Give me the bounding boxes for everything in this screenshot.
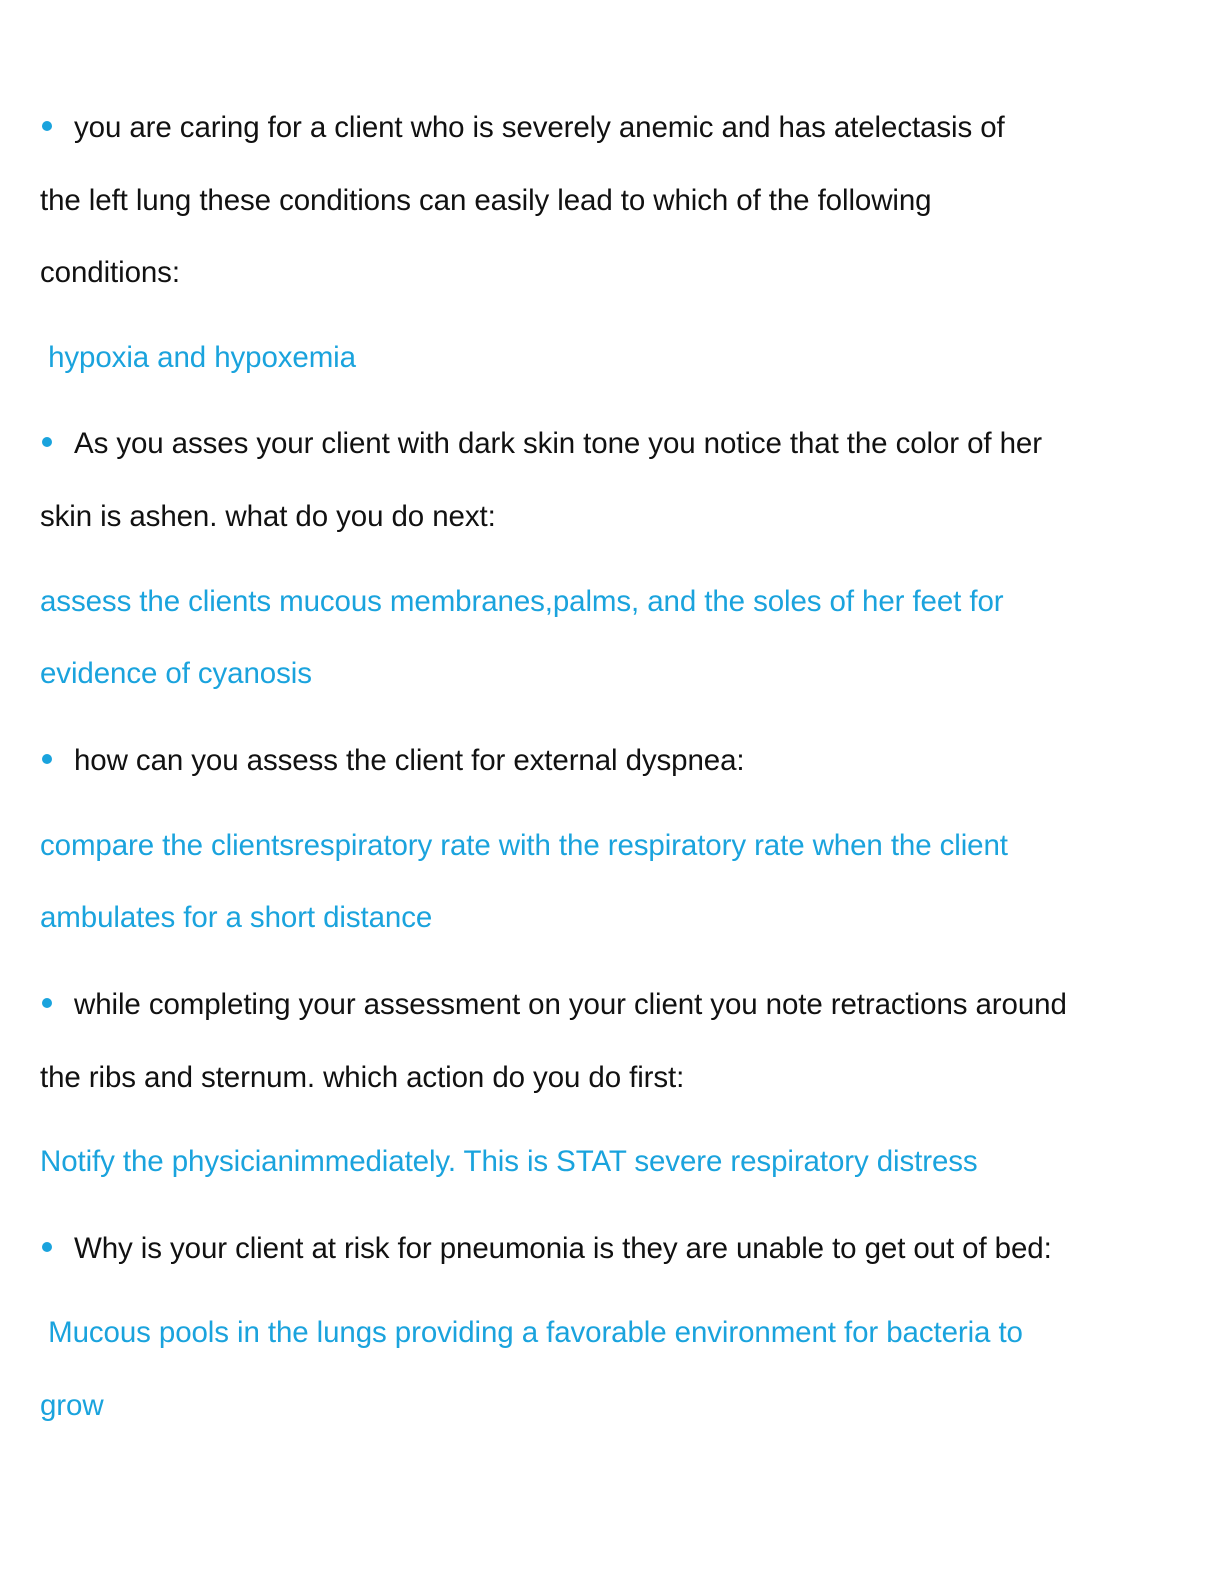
answer-4-line-1: Notify the physicianimmediately. This is STAT severe respiratory distress xyxy=(40,1145,978,1178)
bullet-icon xyxy=(42,121,52,131)
question-4-line-1: while completing your assessment on your client you note retractions around xyxy=(40,987,1067,1023)
question-1-line-2: the left lung these conditions can easily lead to which of the following xyxy=(40,184,932,217)
question-4-line-2: the ribs and sternum. which action do you do first: xyxy=(40,1061,685,1094)
answer-2-line-2: evidence of cyanosis xyxy=(40,657,312,690)
question-1-line-1: you are caring for a client who is severely anemic and has atelectasis of xyxy=(40,110,1005,146)
question-3-line-1: how can you assess the client for external dyspnea: xyxy=(40,743,745,779)
question-5-line-1: Why is your client at risk for pneumonia is they are unable to get out of bed: xyxy=(40,1231,1052,1267)
answer-5-line-2: grow xyxy=(40,1389,104,1422)
answer-5-line-1: Mucous pools in the lungs providing a favorable environment for bacteria to xyxy=(40,1316,1023,1349)
answer-3-line-1: compare the clientsrespiratory rate with the respiratory rate when the client xyxy=(40,829,1008,862)
answer-1-line-1: hypoxia and hypoxemia xyxy=(40,341,356,374)
question-1-line-3: conditions: xyxy=(40,256,180,289)
bullet-icon xyxy=(42,998,52,1008)
bullet-icon xyxy=(42,1242,52,1252)
answer-2-line-1: assess the clients mucous membranes,palms, and the soles of her feet for xyxy=(40,585,1004,618)
question-2-line-1: As you asses your client with dark skin tone you notice that the color of her xyxy=(40,426,1042,462)
bullet-icon xyxy=(42,754,52,764)
question-2-line-2: skin is ashen. what do you do next: xyxy=(40,500,496,533)
bullet-icon xyxy=(42,437,52,447)
answer-3-line-2: ambulates for a short distance xyxy=(40,901,433,934)
